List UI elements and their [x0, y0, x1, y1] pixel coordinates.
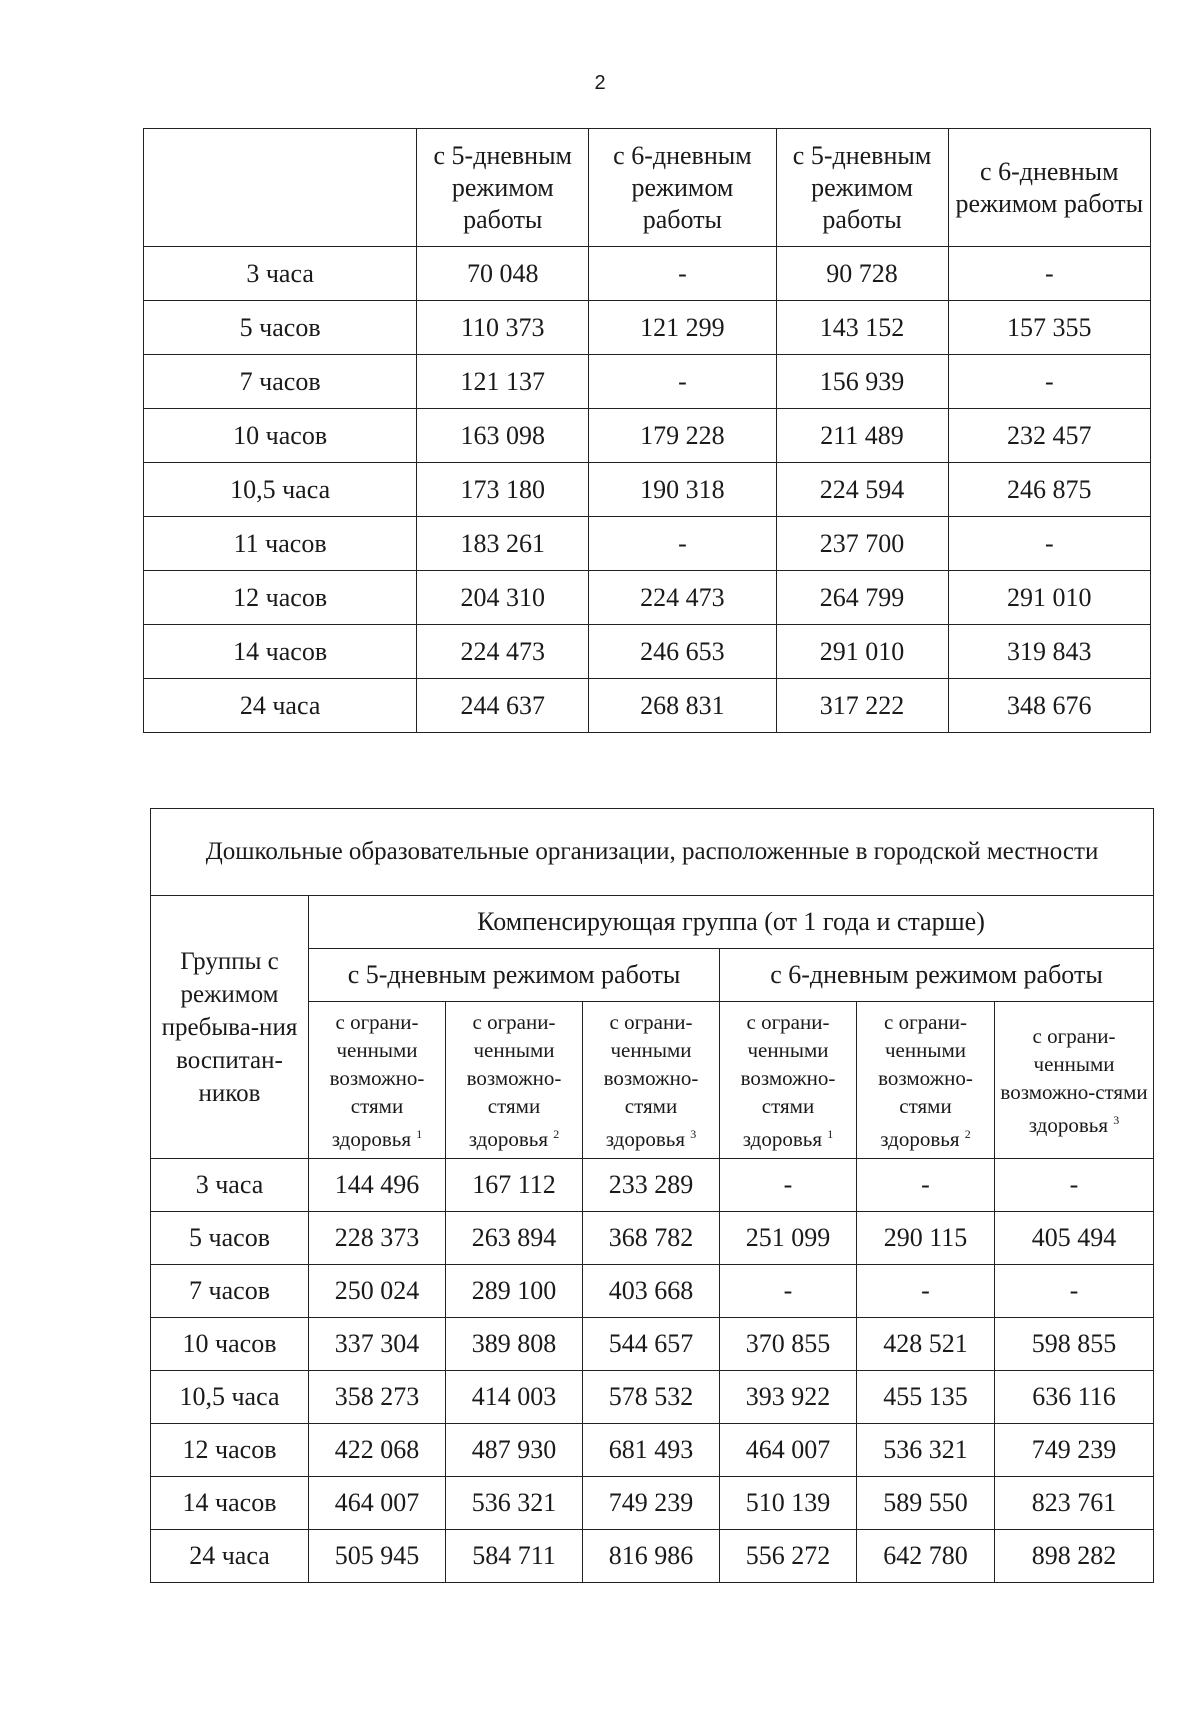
row-label-cell: 10 часов [151, 1318, 309, 1371]
value-cell: 393 922 [720, 1371, 857, 1424]
value-cell: 510 139 [720, 1477, 857, 1530]
table-row [144, 355, 1151, 409]
value-cell: 291 010 [776, 625, 948, 679]
header-cell: с 6-дневным режимом работы [948, 129, 1150, 247]
header-cell: с 5-дневным режимом работы [776, 129, 948, 247]
value-cell: - [857, 1159, 995, 1212]
footnote-mark: 3 [690, 1126, 697, 1141]
value-cell: 233 289 [583, 1159, 720, 1212]
value-cell: 144 496 [309, 1159, 446, 1212]
header-cell: с 6-дневным режимом работы [589, 129, 776, 247]
tariff-table-compensating [150, 808, 1154, 1583]
value-cell: 370 855 [720, 1318, 857, 1371]
value-cell: 337 304 [309, 1318, 446, 1371]
row-label-cell: 7 часов [144, 355, 417, 409]
table-row [151, 1477, 1154, 1530]
value-cell: 464 007 [309, 1477, 446, 1530]
sub-header-cell [309, 1002, 446, 1159]
value-cell: 749 239 [995, 1424, 1154, 1477]
value-cell: - [720, 1159, 857, 1212]
sub-header-cell [446, 1002, 583, 1159]
value-cell: 368 782 [583, 1212, 720, 1265]
value-cell: 317 222 [776, 679, 948, 733]
value-cell: 823 761 [995, 1477, 1154, 1530]
value-cell: 414 003 [446, 1371, 583, 1424]
table-row [151, 1318, 1154, 1371]
value-cell: 157 355 [948, 301, 1150, 355]
row-label-cell: 11 часов [144, 517, 417, 571]
value-cell: 749 239 [583, 1477, 720, 1530]
row-label-cell: 5 часов [151, 1212, 309, 1265]
value-cell: - [995, 1265, 1154, 1318]
value-cell: 121 299 [589, 301, 776, 355]
value-cell: 589 550 [857, 1477, 995, 1530]
value-cell: - [589, 517, 776, 571]
table-row [151, 1424, 1154, 1477]
sub-header-cell [857, 1002, 995, 1159]
row-label-cell: 12 часов [144, 571, 417, 625]
footnote-mark: 1 [827, 1126, 834, 1141]
value-cell: 268 831 [589, 679, 776, 733]
sub-header-text: с ограни-ченными возможно-стями здоровья [1000, 1023, 1148, 1137]
footnote-mark: 1 [416, 1126, 423, 1141]
value-cell: 70 048 [417, 247, 589, 301]
group-header: Компенсирующая группа (от 1 года и старше) [309, 896, 1154, 949]
row-label-header: Группы с режимом пребыва-ния воспитан-ников [151, 896, 309, 1159]
table-body [144, 247, 1151, 733]
value-cell: 289 100 [446, 1265, 583, 1318]
value-cell: 544 657 [583, 1318, 720, 1371]
row-label-cell: 12 часов [151, 1424, 309, 1477]
value-cell: - [995, 1159, 1154, 1212]
row-label-cell: 3 часа [151, 1159, 309, 1212]
value-cell: 681 493 [583, 1424, 720, 1477]
row-label-cell: 14 часов [144, 625, 417, 679]
sub-header-text: с ограни-ченными возможно-стями здоровья [466, 1009, 562, 1151]
value-cell: 204 310 [417, 571, 589, 625]
sub-header-cell [583, 1002, 720, 1159]
value-cell: 246 653 [589, 625, 776, 679]
value-cell: 389 808 [446, 1318, 583, 1371]
row-label-cell: 24 часа [144, 679, 417, 733]
value-cell: 642 780 [857, 1530, 995, 1583]
row-label-cell: 14 часов [151, 1477, 309, 1530]
value-cell: 487 930 [446, 1424, 583, 1477]
value-cell: - [589, 355, 776, 409]
value-cell: 636 116 [995, 1371, 1154, 1424]
value-cell: 584 711 [446, 1530, 583, 1583]
value-cell: 246 875 [948, 463, 1150, 517]
value-cell: 290 115 [857, 1212, 995, 1265]
footnote-mark: 2 [553, 1126, 560, 1141]
value-cell: 816 986 [583, 1530, 720, 1583]
value-cell: 251 099 [720, 1212, 857, 1265]
value-cell: - [948, 517, 1150, 571]
header-cell: с 5-дневным режимом работы [417, 129, 589, 247]
table-body [151, 1159, 1154, 1583]
value-cell: 428 521 [857, 1318, 995, 1371]
table-row [144, 247, 1151, 301]
row-label-cell: 10,5 часа [144, 463, 417, 517]
value-cell: 263 894 [446, 1212, 583, 1265]
value-cell: 536 321 [857, 1424, 995, 1477]
table-row [144, 463, 1151, 517]
table-row [144, 625, 1151, 679]
tariff-table-upper [143, 128, 1151, 733]
value-cell: 898 282 [995, 1530, 1154, 1583]
value-cell: 358 273 [309, 1371, 446, 1424]
value-cell: 405 494 [995, 1212, 1154, 1265]
value-cell: 536 321 [446, 1477, 583, 1530]
value-cell: 250 024 [309, 1265, 446, 1318]
value-cell: 598 855 [995, 1318, 1154, 1371]
value-cell: 556 272 [720, 1530, 857, 1583]
value-cell: 143 152 [776, 301, 948, 355]
footnote-mark: 3 [1113, 1112, 1120, 1127]
sub-header-cell [995, 1002, 1154, 1159]
value-cell: 505 945 [309, 1530, 446, 1583]
value-cell: 403 668 [583, 1265, 720, 1318]
table-row [151, 1212, 1154, 1265]
table-row [144, 409, 1151, 463]
sub-header-text: с ограни-ченными возможно-стями здоровья [329, 1009, 425, 1151]
value-cell: 578 532 [583, 1371, 720, 1424]
value-cell: - [948, 355, 1150, 409]
value-cell: - [857, 1265, 995, 1318]
table-header-row [144, 129, 1151, 247]
table-title: Дошкольные образовательные организации, расположенные в городской местности [151, 809, 1154, 896]
table-row [144, 517, 1151, 571]
sub-header-text: с ограни-ченными возможно-стями здоровья [878, 1009, 973, 1151]
value-cell: 228 373 [309, 1212, 446, 1265]
table-row [151, 1371, 1154, 1424]
value-cell: 244 637 [417, 679, 589, 733]
table-row [151, 1530, 1154, 1583]
value-cell: 163 098 [417, 409, 589, 463]
value-cell: 464 007 [720, 1424, 857, 1477]
value-cell: - [589, 247, 776, 301]
value-cell: 183 261 [417, 517, 589, 571]
row-label-cell: 10 часов [144, 409, 417, 463]
value-cell: 156 939 [776, 355, 948, 409]
row-label-cell: 10,5 часа [151, 1371, 309, 1424]
header-cell [144, 129, 417, 247]
value-cell: 110 373 [417, 301, 589, 355]
value-cell: 211 489 [776, 409, 948, 463]
row-label-cell: 24 часа [151, 1530, 309, 1583]
value-cell: 224 594 [776, 463, 948, 517]
value-cell: - [720, 1265, 857, 1318]
sub-header-text: с ограни-ченными возможно-стями здоровья [740, 1009, 836, 1151]
page-number: 2 [594, 72, 606, 94]
sub-header-text: с ограни-ченными возможно-стями здоровья [603, 1009, 699, 1151]
row-label-cell: 3 часа [144, 247, 417, 301]
value-cell: 190 318 [589, 463, 776, 517]
sub-header-cell [720, 1002, 857, 1159]
value-cell: 232 457 [948, 409, 1150, 463]
value-cell: 179 228 [589, 409, 776, 463]
row-label-cell: 7 часов [151, 1265, 309, 1318]
value-cell: 90 728 [776, 247, 948, 301]
value-cell: 121 137 [417, 355, 589, 409]
table-row [144, 679, 1151, 733]
value-cell: - [948, 247, 1150, 301]
value-cell: 319 843 [948, 625, 1150, 679]
value-cell: 348 676 [948, 679, 1150, 733]
mode-header-6day: с 6-дневным режимом работы [720, 949, 1154, 1002]
value-cell: 167 112 [446, 1159, 583, 1212]
value-cell: 264 799 [776, 571, 948, 625]
value-cell: 455 135 [857, 1371, 995, 1424]
value-cell: 173 180 [417, 463, 589, 517]
table-row [151, 1265, 1154, 1318]
value-cell: 224 473 [589, 571, 776, 625]
value-cell: 237 700 [776, 517, 948, 571]
value-cell: 224 473 [417, 625, 589, 679]
footnote-mark: 2 [964, 1126, 971, 1141]
value-cell: 291 010 [948, 571, 1150, 625]
mode-header-5day: с 5-дневным режимом работы [309, 949, 720, 1002]
value-cell: 422 068 [309, 1424, 446, 1477]
table-row [151, 1159, 1154, 1212]
table-row [144, 571, 1151, 625]
row-label-cell: 5 часов [144, 301, 417, 355]
table-row [144, 301, 1151, 355]
